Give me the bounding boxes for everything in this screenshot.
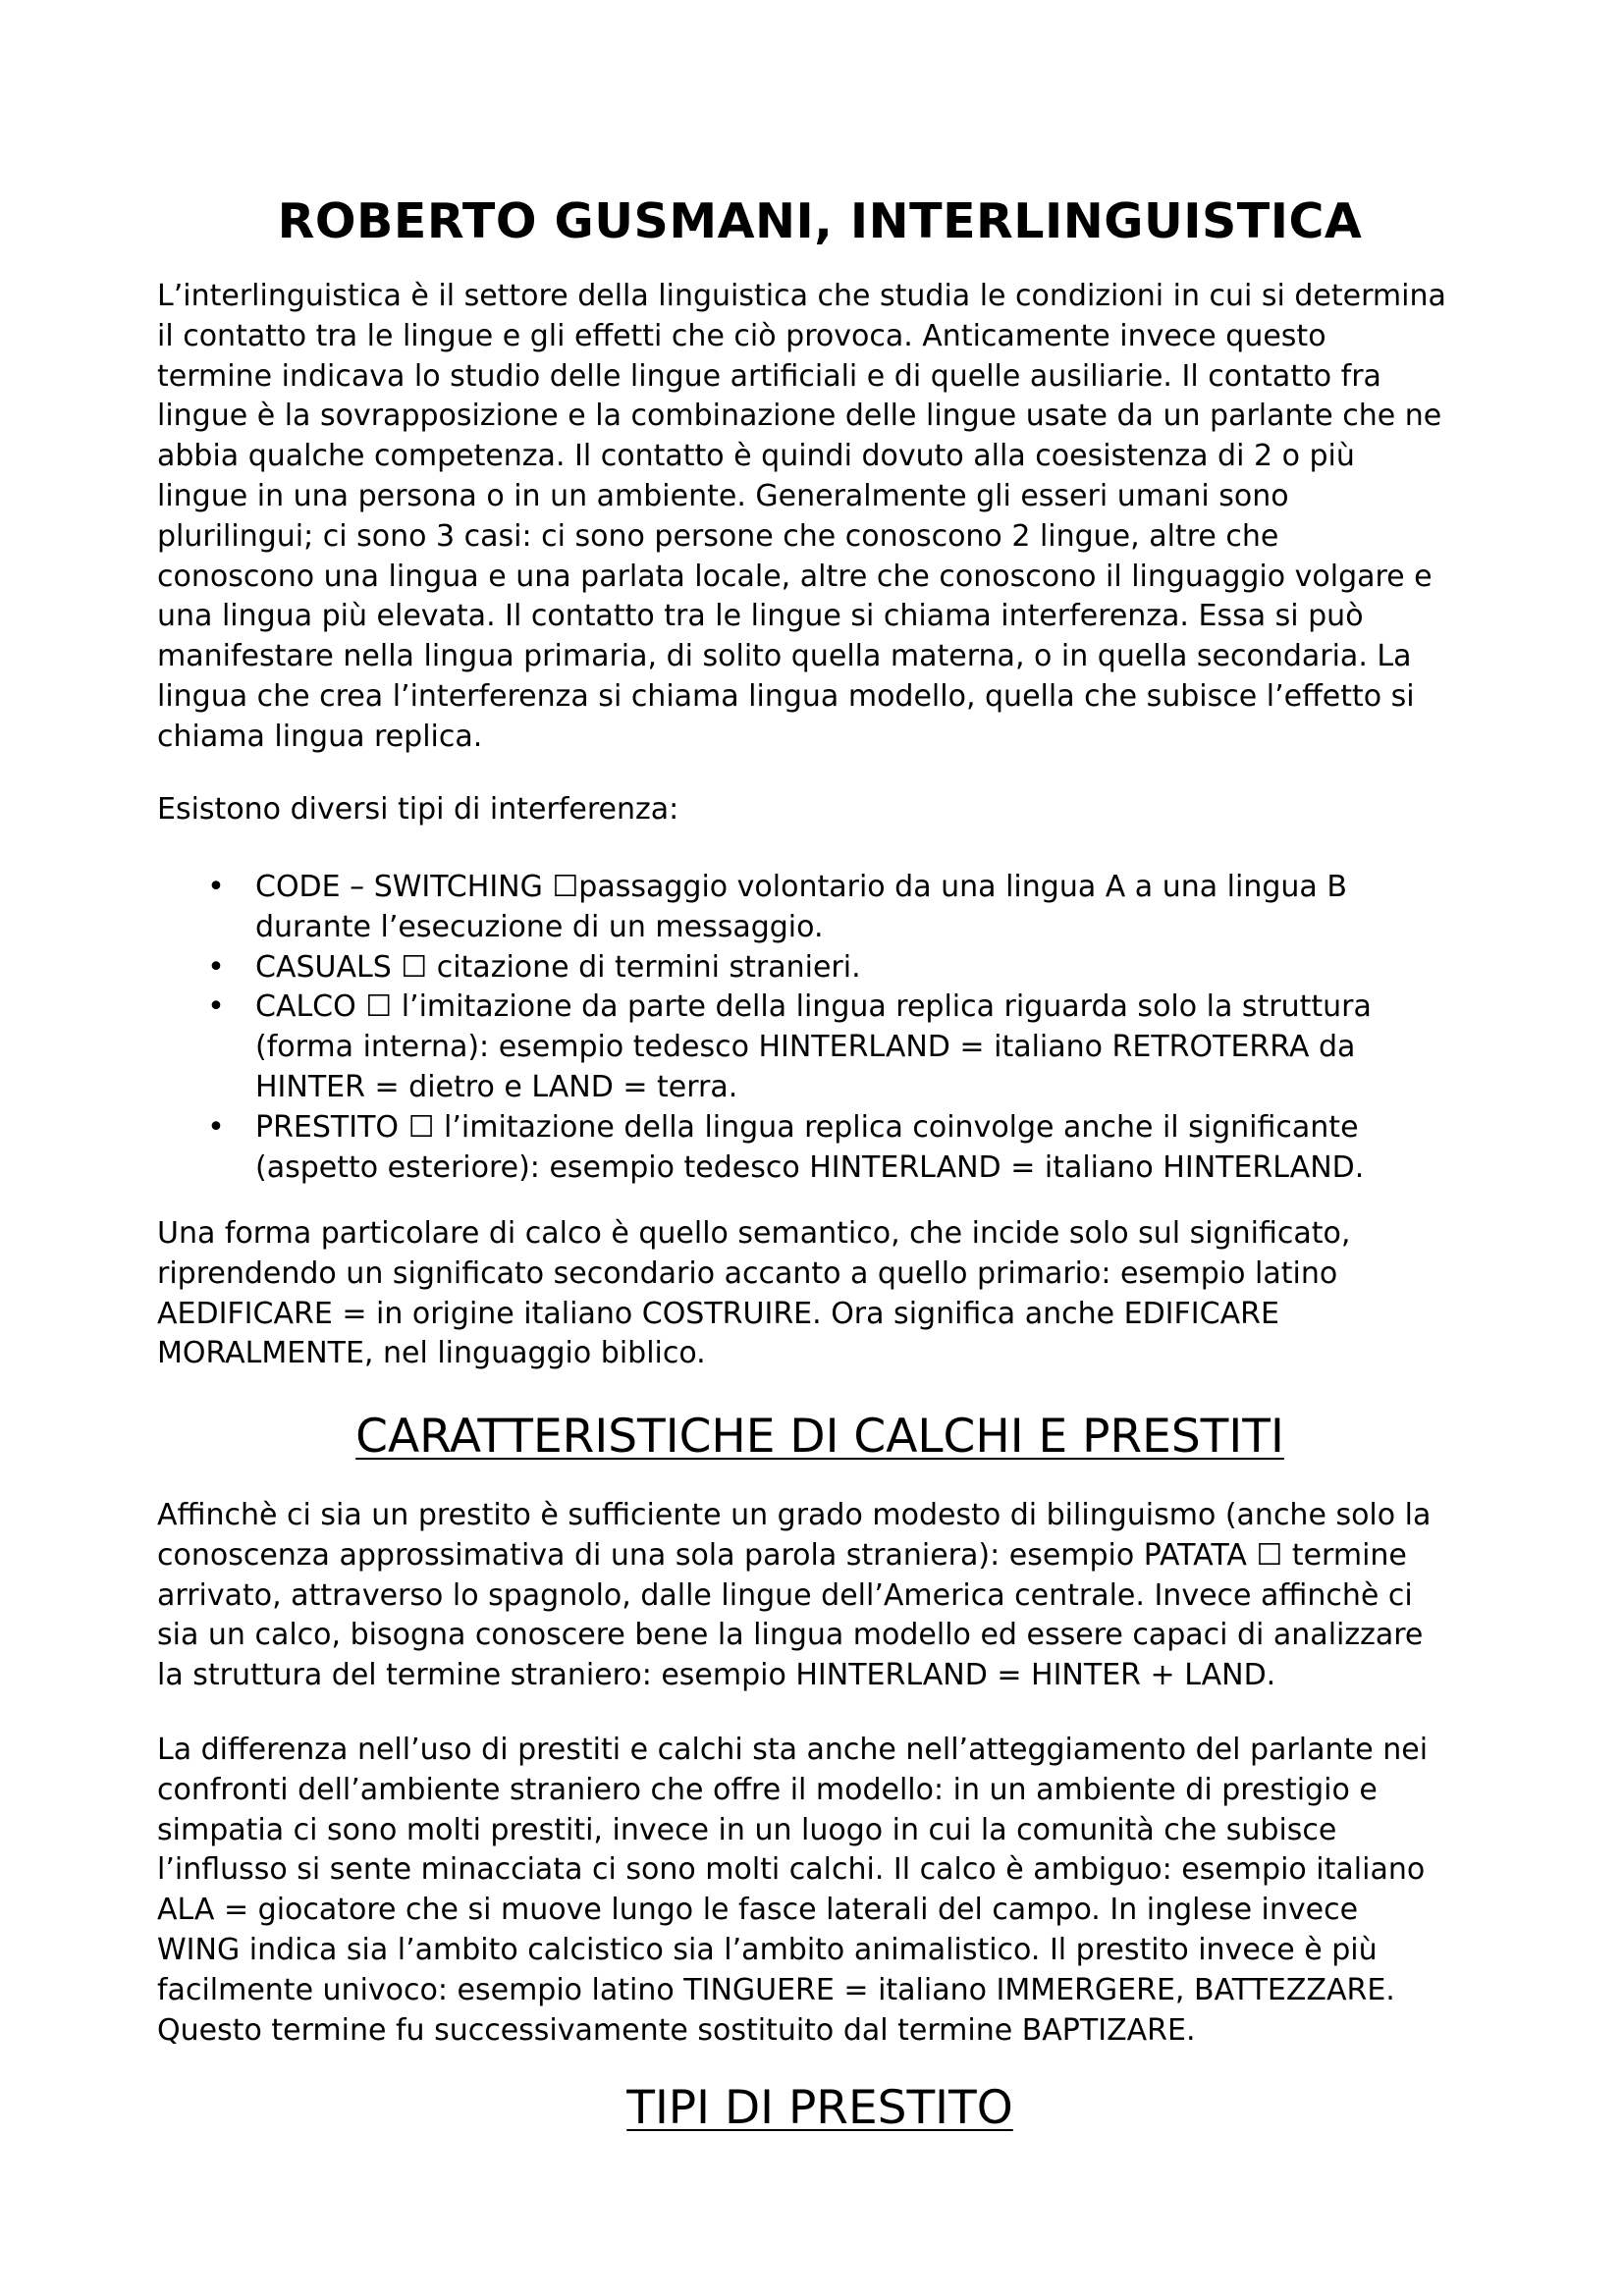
characteristics-line: Affinchè ci sia un prestito è sufficiente un grado modesto di bilinguismo (anche solo la [157, 1498, 1432, 1532]
section-heading-characteristics: CARATTERISTICHE DI CALCHI E PRESTITI [355, 1410, 1284, 1464]
characteristics-line: La differenza nell’uso di prestiti e calchi sta anche nell’atteggiamento del parlante nei [157, 1733, 1429, 1767]
list-item [157, 868, 1483, 948]
intro-line: una lingua più elevata. Il contatto tra le lingue si chiama interferenza. Essa si può [157, 599, 1364, 634]
intro-line: termine indicava lo studio delle lingue artificiali e di quelle ausiliarie. Il contatto fra [157, 358, 1381, 394]
interference-types-list [157, 868, 1483, 1188]
bullet-line: CASUALS ☐ citazione di termini stranieri. [255, 949, 861, 985]
semantic-line: AEDIFICARE = in origine italiano COSTRUIRE. Ora significa anche EDIFICARE [157, 1296, 1279, 1331]
intro-line: conoscono una lingua e una parlata locale, altre che conoscono il linguaggio volgare e [157, 559, 1433, 594]
bullet-icon: • [207, 989, 225, 1025]
characteristics-line: facilmente univoco: esempio latino TINGUERE = italiano IMMERGERE, BATTEZZARE. [157, 1972, 1395, 2007]
intro-line: manifestare nella lingua primaria, di solito quella materna, o in quella secondaria. La [157, 639, 1412, 674]
characteristics-paragraph-1 [157, 1496, 1483, 1696]
types-intro: Esistono diversi tipi di interferenza: [157, 792, 679, 827]
section-heading-loan-types: TIPI DI PRESTITO [626, 2081, 1013, 2135]
characteristics-line: sia un calco, bisogna conoscere bene la lingua modello ed essere capaci di analizzare [157, 1618, 1424, 1653]
characteristics-paragraph-2 [157, 1731, 1483, 2051]
characteristics-line: arrivato, attraverso lo spagnolo, dalle lingue dell’America centrale. Invece affinchè ci [157, 1577, 1413, 1613]
bullet-icon: • [207, 949, 225, 985]
bullet-line: CODE – SWITCHING ☐passaggio volontario da una lingua A a una lingua B [255, 870, 1347, 904]
bullet-line: (aspetto esteriore): esempio tedesco HINTERLAND = italiano HINTERLAND. [255, 1149, 1365, 1185]
intro-line: lingue in una persona o in un ambiente. Generalmente gli esseri umani sono [157, 478, 1289, 513]
characteristics-line: conoscenza approssimativa di una sola parola straniera): esempio PATATA ☐ termine [157, 1537, 1407, 1573]
bullet-icon: • [207, 1109, 225, 1145]
semantic-line: MORALMENTE, nel linguaggio biblico. [157, 1336, 706, 1371]
bullet-line: HINTER = dietro e LAND = terra. [255, 1069, 738, 1104]
characteristics-line: la struttura del termine straniero: esempio HINTERLAND = HINTER + LAND. [157, 1658, 1276, 1693]
intro-paragraph [157, 277, 1483, 758]
list-item [157, 988, 1483, 1107]
bullet-line: (forma interna): esempio tedesco HINTERLAND = italiano RETROTERRA da [255, 1030, 1356, 1065]
intro-line: abbia qualche competenza. Il contatto è quindi dovuto alla coesistenza di 2 o più [157, 439, 1355, 474]
characteristics-line: l’influsso si sente minacciata ci sono molti calchi. Il calco è ambiguo: esempio italiano [157, 1852, 1426, 1888]
intro-line: plurilingui; ci sono 3 casi: ci sono persone che conoscono 2 lingue, altre che [157, 518, 1279, 554]
semantic-calque-paragraph [157, 1214, 1483, 1374]
semantic-line: riprendendo un significato secondario accanto a quello primario: esempio latino [157, 1255, 1338, 1291]
characteristics-line: ALA = giocatore che si muove lungo le fasce laterali del campo. In inglese invece [157, 1893, 1359, 1928]
intro-line: lingua che crea l’interferenza si chiama lingua modello, quella che subisce l’effetto si [157, 678, 1415, 714]
intro-line: lingue è la sovrapposizione e la combinazione delle lingue usate da un parlante che ne [157, 399, 1442, 434]
characteristics-line: WING indica sia l’ambito calcistico sia l’ambito animalistico. Il prestito invece è più [157, 1932, 1378, 1967]
bullet-line: PRESTITO ☐ l’imitazione della lingua replica coinvolge anche il significante [255, 1109, 1359, 1145]
intro-line: il contatto tra le lingue e gli effetti che ciò provoca. Anticamente invece questo [157, 318, 1326, 353]
intro-line: chiama lingua replica. [157, 719, 483, 754]
bullet-icon: • [207, 870, 225, 904]
document-title: ROBERTO GUSMANI, INTERLINGUISTICA [277, 193, 1363, 249]
characteristics-line: Questo termine fu successivamente sostituito dal termine BAPTIZARE. [157, 2012, 1196, 2048]
characteristics-line: simpatia ci sono molti prestiti, invece in un luogo in cui la comunità che subisce [157, 1812, 1337, 1847]
semantic-line: Una forma particolare di calco è quello semantico, che incide solo sul significato, [157, 1216, 1351, 1251]
list-item [157, 948, 1483, 988]
bullet-line: CALCO ☐ l’imitazione da parte della lingua replica riguarda solo la struttura [255, 989, 1372, 1025]
characteristics-line: confronti dell’ambiente straniero che offre il modello: in un ambiente di prestigio e [157, 1772, 1378, 1807]
bullet-line: durante l’esecuzione di un messaggio. [255, 909, 824, 944]
intro-line: L’interlinguistica è il settore della linguistica che studia le condizioni in cui si determina [157, 279, 1446, 313]
list-item [157, 1108, 1483, 1189]
